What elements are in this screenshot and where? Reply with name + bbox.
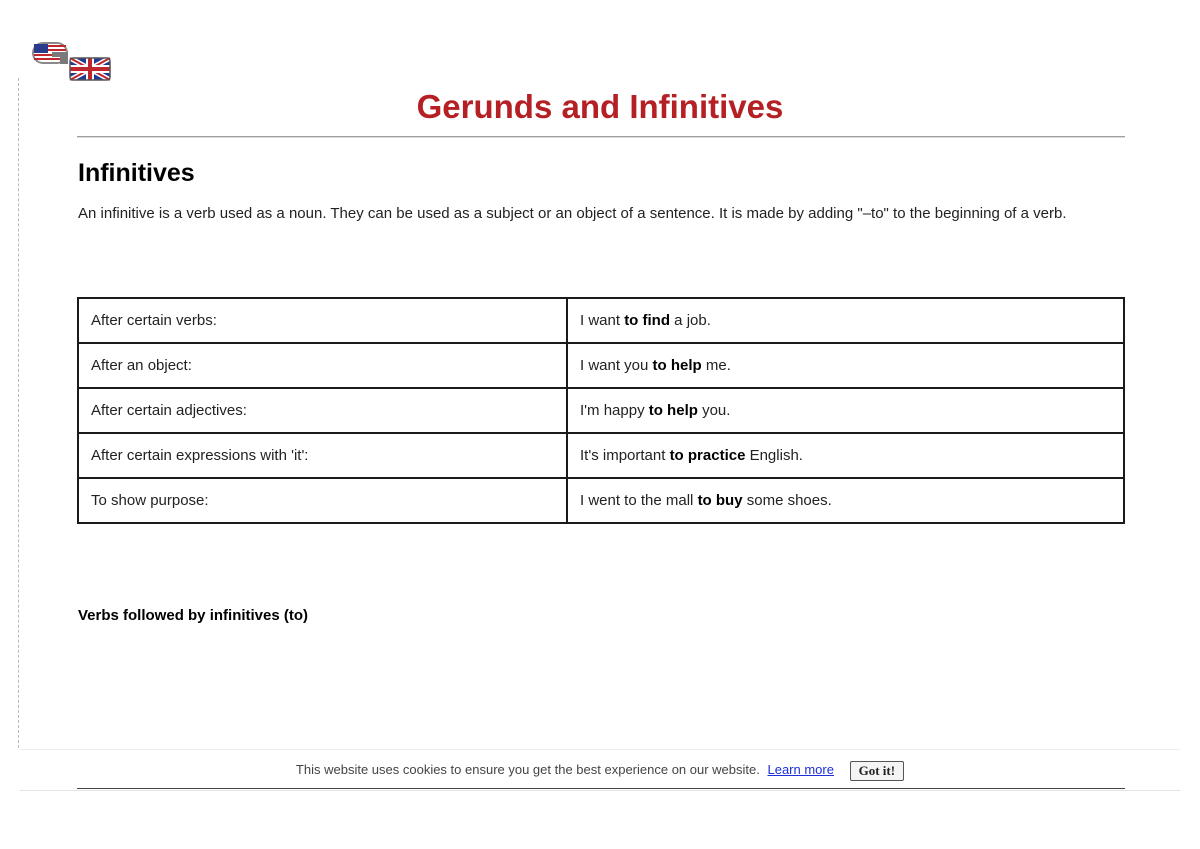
verbs-heading: Verbs followed by infinitives (to) [78,607,309,624]
example-text: English. [745,447,803,464]
example-text: I want [580,312,625,329]
example-cell [567,298,1124,343]
bottom-divider [77,788,1125,789]
title-divider [77,136,1125,138]
gb-flag-logo[interactable] [30,38,114,82]
intro-paragraph: An infinitive is a verb used as a noun. They can be used as a subject or an object of a sentence. It is made by adding "–to" to the beginning of a verb. [78,205,1067,222]
example-text: you. [697,402,731,419]
rule-cell: To show purpose: [78,478,567,523]
example-text: a job. [670,312,711,329]
rule-cell: After certain adjectives: [78,388,567,433]
example-text: me. [701,357,731,374]
table-row [78,478,1124,523]
cookie-consent-bar [20,749,1180,791]
table-row [78,298,1124,343]
table-row [78,433,1124,478]
example-cell [567,433,1124,478]
page-title: Gerunds and Infinitives [416,88,784,125]
example-text: It's important [580,447,670,464]
left-guide-line [18,78,19,748]
example-text: some shoes. [742,492,832,509]
example-text: I want you [580,357,653,374]
example-infinitive: to help [648,402,698,419]
infinitive-usage-table [77,297,1125,524]
section-heading: Infinitives [78,159,195,187]
cookie-message: This website uses cookies to ensure you get the best experience on our website. [295,762,760,777]
rule-cell: After an object: [78,343,567,388]
example-text: I went to the mall [580,492,698,509]
table-row [78,388,1124,433]
example-cell [567,388,1124,433]
example-infinitive: to practice [669,447,746,464]
example-infinitive: to find [624,312,671,329]
learn-more-link[interactable]: Learn more [767,762,834,777]
example-infinitive: to buy [697,492,743,509]
example-cell [567,478,1124,523]
rule-cell: After certain expressions with 'it': [78,433,567,478]
example-infinitive: to help [652,357,702,374]
example-cell [567,343,1124,388]
table-row [78,343,1124,388]
got-it-button[interactable]: Got it! [850,761,904,781]
example-text: I'm happy [580,402,649,419]
rule-cell: After certain verbs: [78,298,567,343]
